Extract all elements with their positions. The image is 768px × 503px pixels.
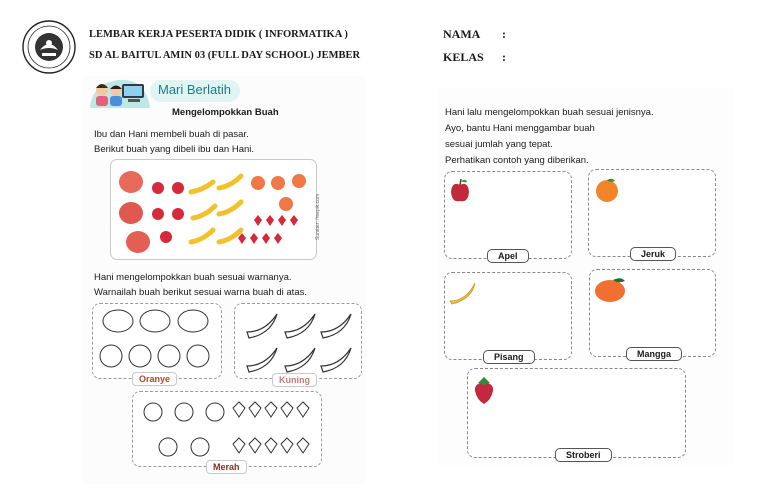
instruction-line: sesuai jumlah yang tepat. — [445, 139, 553, 150]
outline-red-fruits — [133, 392, 321, 466]
class-colon: : — [502, 50, 506, 64]
intro-line: Ibu dan Hani membeli buah di pasar. — [94, 129, 249, 140]
mango-outline-icon — [103, 310, 208, 332]
school-logo — [22, 20, 76, 74]
orange-fruit-icon — [594, 177, 620, 203]
label-pisang: Pisang — [483, 350, 535, 364]
yellow-coloring-area[interactable] — [234, 303, 362, 379]
intro-line: Berikut buah yang dibeli ibu dan Hani. — [94, 144, 255, 155]
label-kuning: Kuning — [272, 373, 317, 387]
image-credit: Sumber: freepik.com — [315, 193, 321, 240]
worksheet-title: LEMBAR KERJA PESERTA DIDIK ( INFORMATIKA ) — [89, 29, 348, 40]
strawberry-drawing-box[interactable] — [467, 368, 686, 458]
instruction-line: Hani lalu mengelompokkan buah sesuai jenisnya. — [445, 107, 654, 118]
instruction-line: Warnailah buah berikut sesuai warna buah di atas. — [94, 287, 307, 298]
apple-icon — [449, 178, 471, 204]
orange-coloring-area[interactable] — [92, 303, 222, 379]
section-banner: Mari Berlatih — [158, 82, 231, 97]
orange-drawing-box[interactable] — [588, 169, 716, 257]
apple-outline-icon — [144, 403, 224, 456]
apple-drawing-box[interactable] — [444, 171, 572, 259]
school-name: SD AL BAITUL AMIN 03 (FULL DAY SCHOOL) JEMBER — [89, 50, 361, 61]
outline-fruits — [93, 304, 221, 378]
banana-icon — [191, 176, 241, 242]
banana-outline-icon — [247, 314, 351, 372]
strawberry-icon — [472, 375, 496, 405]
label-oranye: Oranye — [132, 372, 177, 386]
outline-bananas — [235, 304, 361, 378]
strawberry-icon — [238, 215, 298, 244]
orange-icon — [251, 174, 306, 211]
strawberry-outline-icon — [233, 402, 309, 453]
apple-icon — [152, 182, 184, 243]
instruction-line: Hani mengelompokkan buah sesuai warnanya. — [94, 272, 292, 283]
purchased-fruit-box — [110, 159, 317, 260]
coloring-instruction — [94, 270, 307, 300]
mango-drawing-box[interactable] — [589, 269, 716, 357]
instruction-line: Ayo, bantu Hani menggambar buah — [445, 123, 595, 134]
class-label: KELAS — [443, 50, 484, 64]
name-colon: : — [502, 27, 506, 41]
banana-drawing-box[interactable] — [444, 272, 572, 360]
grouping-instruction — [445, 105, 654, 169]
red-coloring-area[interactable] — [132, 391, 322, 467]
label-merah: Merah — [206, 460, 247, 474]
kids-computer-illustration — [88, 74, 152, 110]
mango-icon — [119, 171, 150, 253]
label-stroberi: Stroberi — [555, 448, 612, 462]
fruit-illustrations — [111, 160, 316, 259]
label-apel: Apel — [487, 249, 529, 263]
label-jeruk: Jeruk — [630, 247, 676, 261]
label-mangga: Mangga — [626, 347, 682, 361]
banana-icon — [448, 279, 478, 305]
instruction-line: Perhatikan contoh yang diberikan. — [445, 155, 589, 166]
name-label: NAMA — [443, 27, 481, 41]
intro-paragraph — [94, 127, 254, 157]
orange-outline-icon — [100, 345, 209, 367]
mango-icon — [593, 276, 627, 304]
section-subtitle: Mengelompokkan Buah — [172, 107, 279, 118]
